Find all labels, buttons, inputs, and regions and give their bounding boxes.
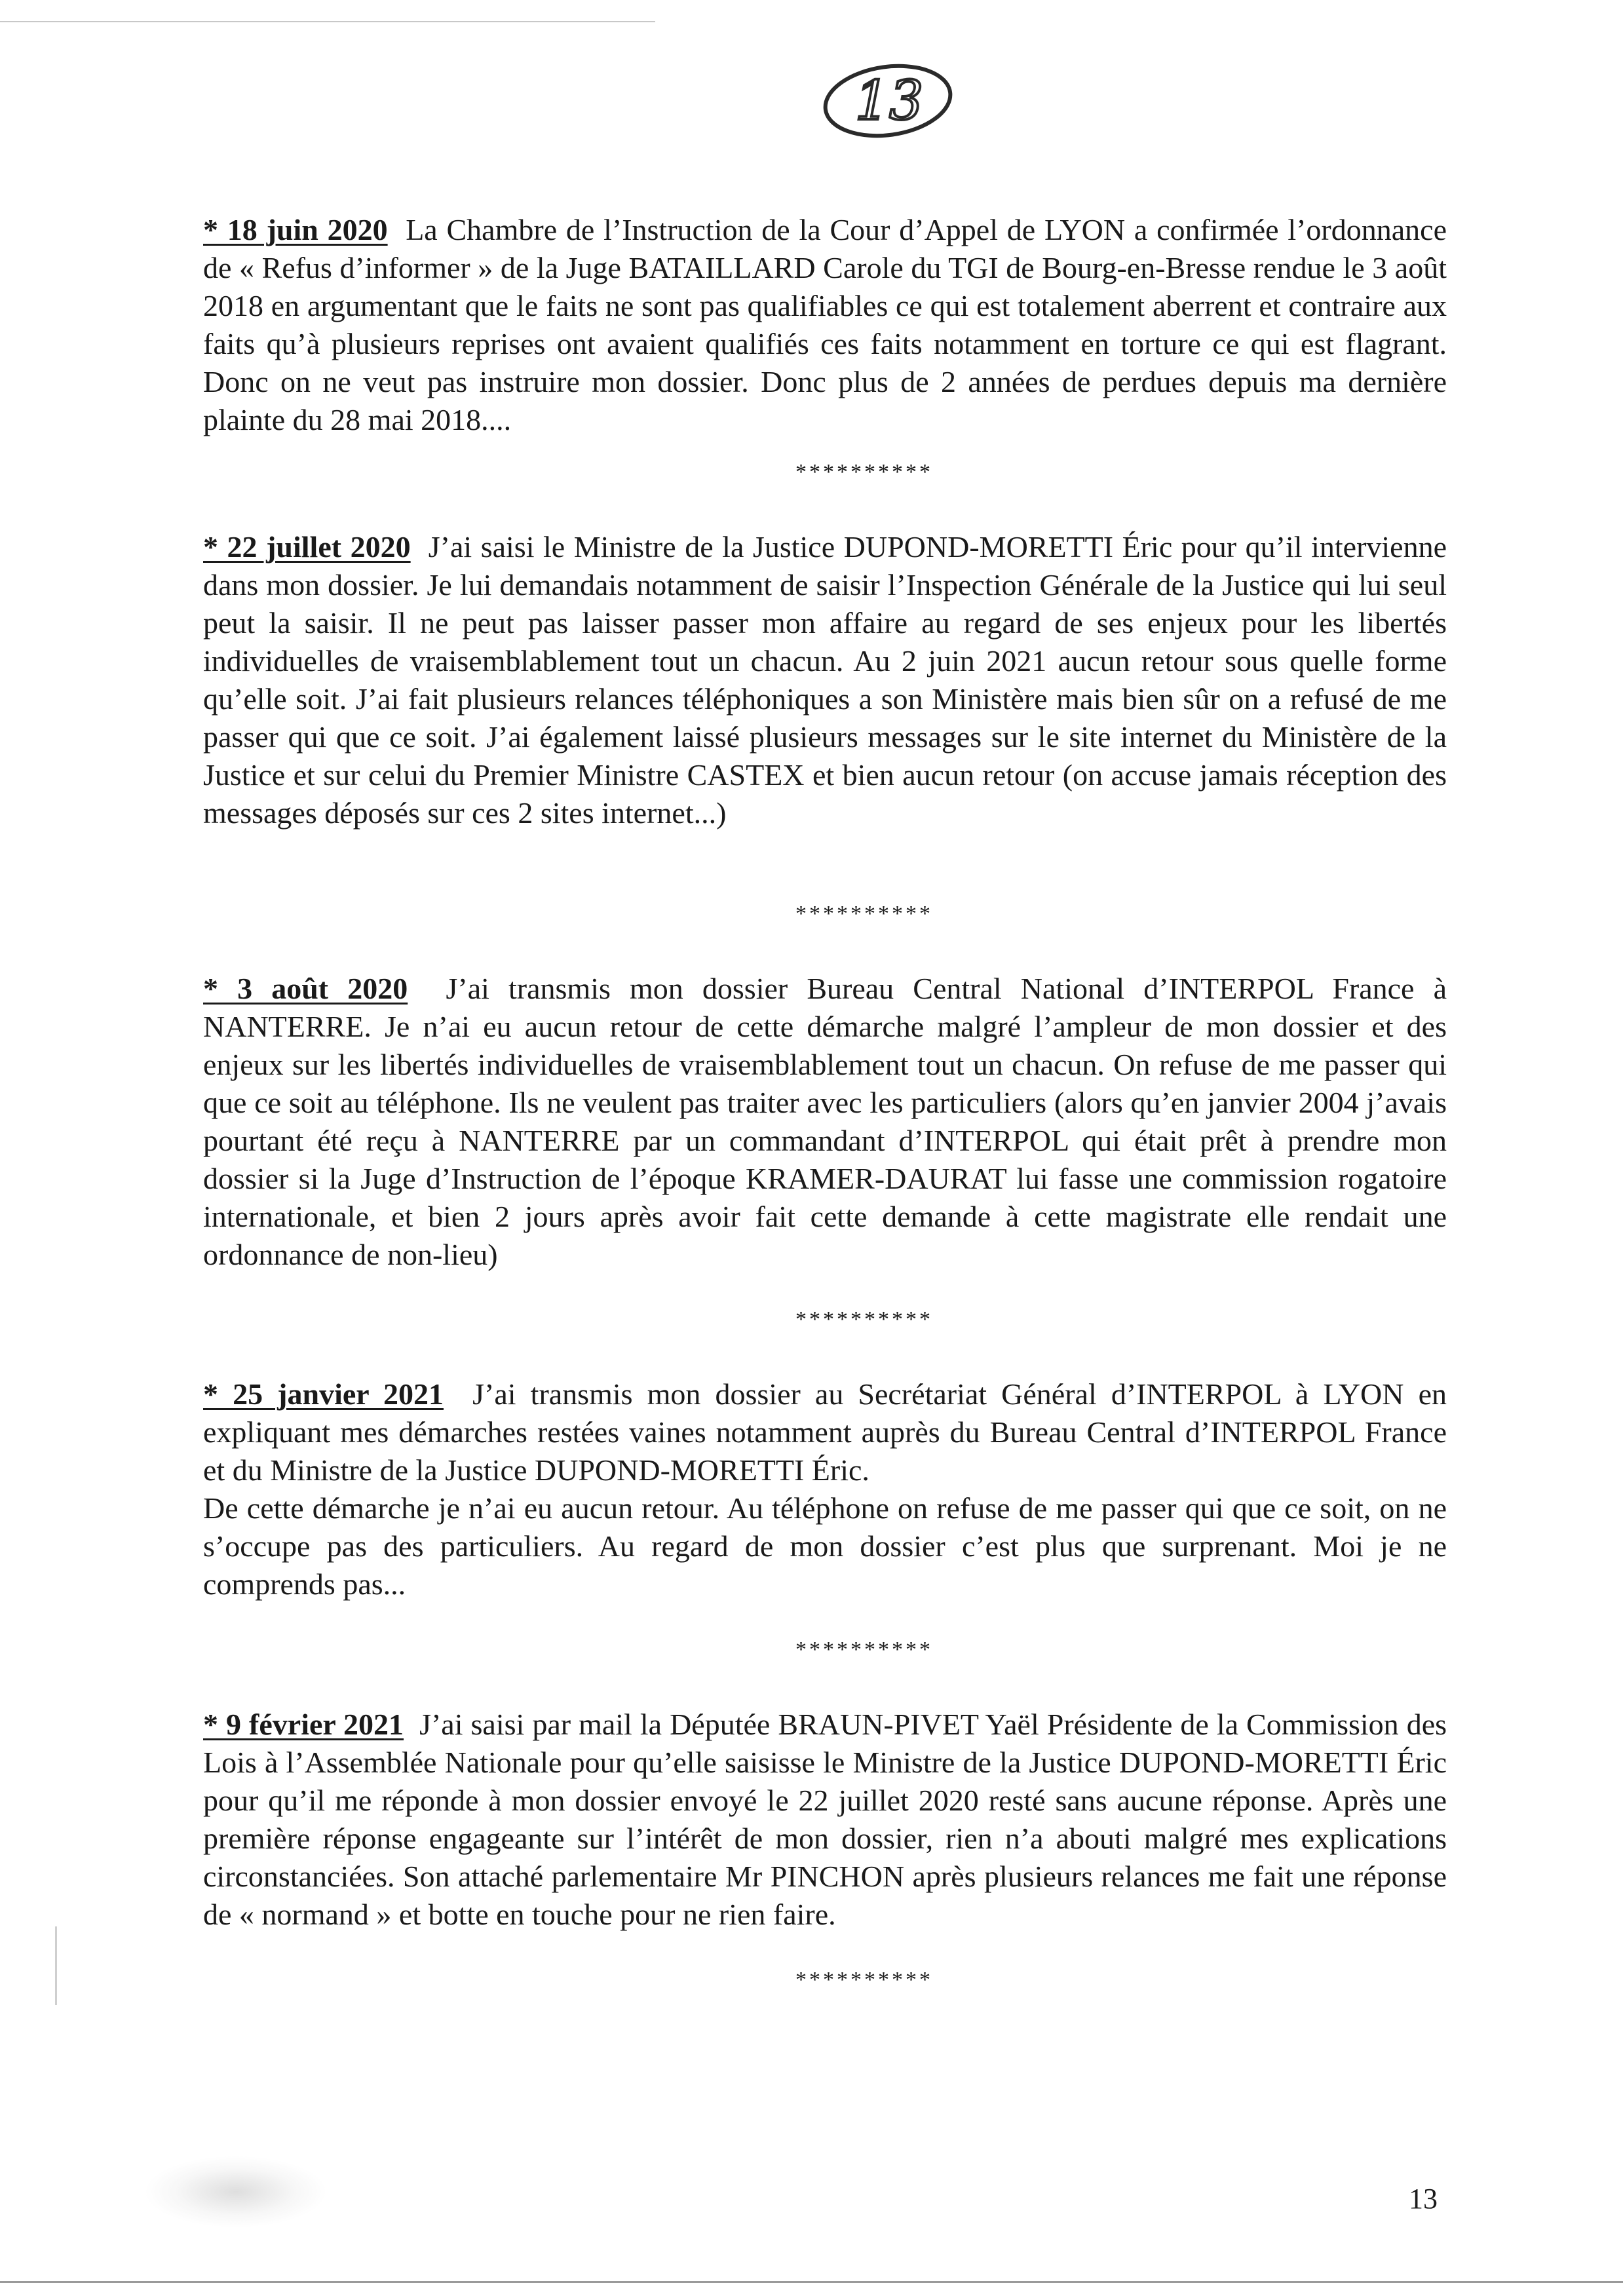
entry-date: * 25 janvier 2021 [203,1377,444,1411]
entry-paragraph-continued: De cette démarche je n’ai eu aucun retour. Au téléphone on refuse de me passer qui que ce soit, on ne s’occupe pas des particuliers. Au regard de mon dossier c’est plus que surprenant. Moi je ne comprends pas... [203,1491,1447,1601]
entry-text: J’ai saisi le Ministre de la Justice DUPOND-MORETTI Éric pour qu’il intervienne dans mon dossier. Je lui demandais notamment de saisir l’Inspection Générale de la Justice qui lui seul peut la saisir. Il ne peut pas laisser passer mon affaire au regard de ses enjeux pour les libertés individuelles de vraisemblablement tout un chacun. Au 2 juin 2021 aucun retour sous quelle forme qu’elle soit. J’ai fait plusieurs relances téléphoniques a son Ministère mais bien sûr on a refusé de me passer qui que ce soit. J’ai également laissé plusieurs messages sur le site internet du Ministère de la Justice et sur celui du Premier Ministre CASTEX et bien aucun retour (on accuse jamais réception des messages déposés sur ces 2 sites internet...) [203,530,1447,830]
separator: ********** [795,902,933,926]
entry-text: J’ai transmis mon dossier Bureau Central National d’INTERPOL France à NANTERRE. Je n’ai eu aucun retour de cette démarche malgré l’ampleur de mon dossier et des enjeux sur les libertés individuelles de vraisemblablement tout un chacun. On refuse de me passer qui que ce soit au téléphone. Ils ne veulent pas traiter avec les particuliers (alors qu’en janvier 2004 j’avais pourtant été reçu à NANTERRE par un commandant d’INTERPOL qui était prêt à prendre mon dossier si la Juge d’Instruction de l’époque KRAMER-DAURAT lui fasse une commission rogatoire internationale, et bien 2 jours après avoir fait cette demande à cette magistrate elle rendait une ordonnance de non-lieu) [203,972,1447,1271]
entry-date: * 18 juin 2020 [203,213,388,246]
scan-edge-bottom [0,2281,1623,2283]
entry-text: La Chambre de l’Instruction de la Cour d’Appel de LYON a confirmée l’ordonnance de « Refus d’informer » de la Juge BATAILLARD Carole du TGI de Bourg-en-Bresse rendue le 3 août 2018 en argumentant que le faits ne sont pas qualifiables ce qui est totalement aberrent et contraire aux faits qu’à plusieurs reprises ont avaient qualifiés ces faits notamment en torture ce qui est flagrant. Donc on ne veut pas instruire mon dossier. Donc plus de 2 années de perdues depuis ma dernière plainte du 28 mai 2018.... [203,213,1447,436]
entry-2 [203,528,1447,902]
separator: ********** [795,1968,933,1992]
scan-edge-top [0,21,655,22]
scan-margin-mark [55,1926,57,2005]
scan-smudge [144,2156,328,2228]
separator: ********** [795,460,933,484]
entry-paragraph [203,1706,1447,1934]
entry-text: J’ai transmis mon dossier au Secrétariat Général d’INTERPOL à LYON en expliquant mes démarches restées vaines notamment auprès du Bureau Central d’INTERPOL France et du Ministre de la Justice DUPOND-MORETTI Éric. [203,1377,1447,1487]
entry-date: * 22 juillet 2020 [203,530,411,564]
entry-paragraph [203,970,1447,1274]
entry-4 [203,1375,1447,1637]
separator: ********** [795,1637,933,1662]
page-number: 13 [1409,2183,1438,2215]
entry-date: * 9 février 2021 [203,1708,404,1741]
document-body [203,211,1447,1993]
entry-paragraph [203,528,1447,832]
entry-text: J’ai saisi par mail la Députée BRAUN-PIVET Yaël Présidente de la Commission des Lois à l’Assemblée Nationale pour qu’elle saisisse le Ministre de la Justice DUPOND-MORETTI Éric pour qu’il me réponde à mon dossier envoyé le 22 juillet 2020 resté sans aucune réponse. Après une première réponse engageante sur l’intérêt de mon dossier, rien n’a abouti malgré mes explications circonstanciées. Son attaché parlementaire Mr PINCHON après plusieurs relances me fait une réponse de « normand » et botte en touche pour ne rien faire. [203,1708,1447,1931]
entry-1 [203,211,1447,460]
page-stamp-text: 13 [854,70,924,132]
entry-paragraph [203,211,1447,439]
handwritten-page-stamp [816,54,960,145]
separator: ********** [795,1307,933,1331]
entry-date: * 3 août 2020 [203,972,408,1005]
entry-5 [203,1706,1447,1968]
entry-3 [203,970,1447,1307]
entry-paragraph [203,1375,1447,1489]
